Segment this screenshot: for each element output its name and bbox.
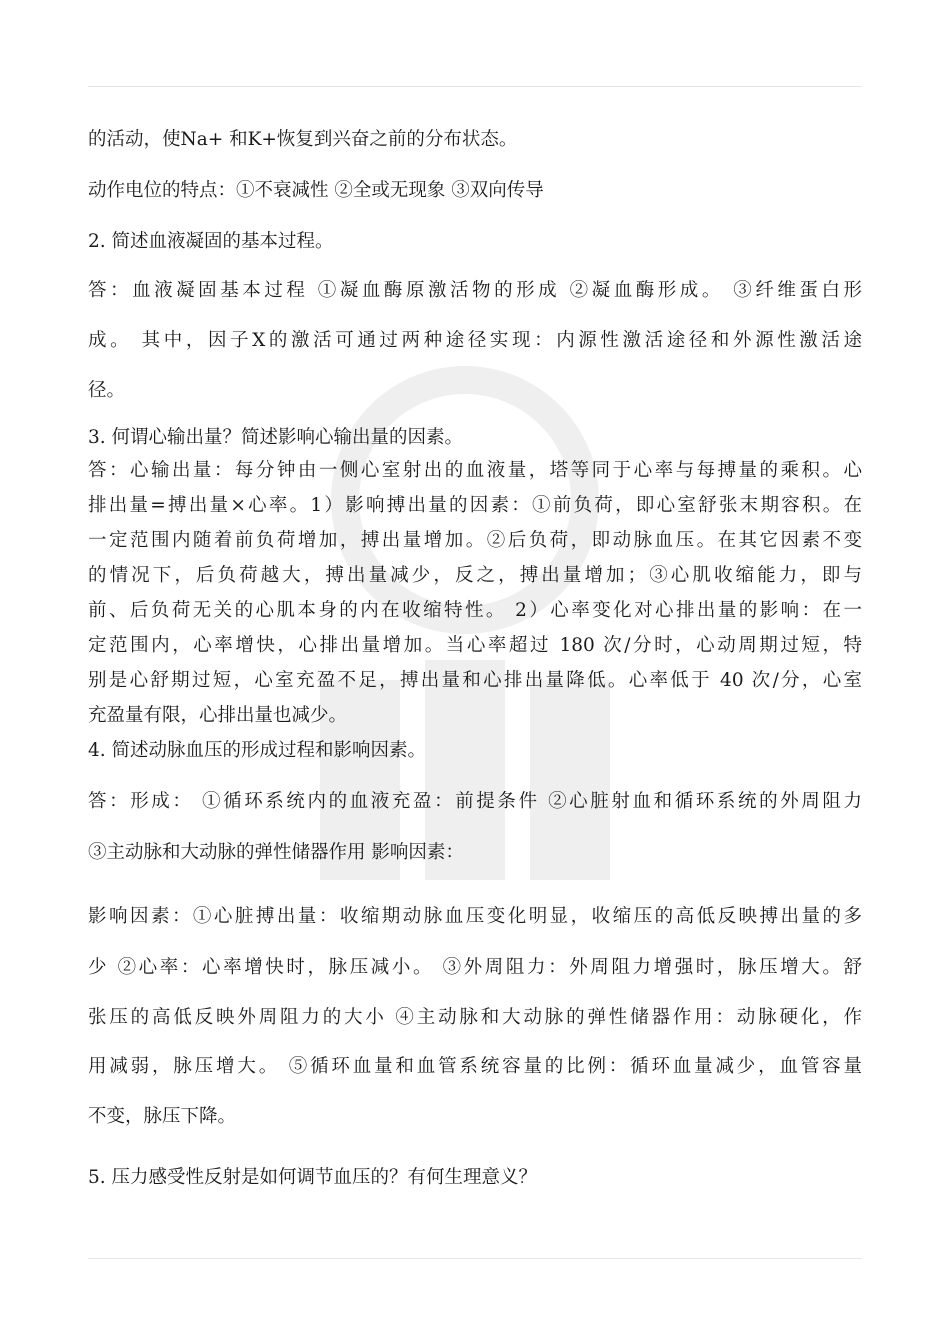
header-rule: [88, 86, 862, 87]
text-line-17: 答：形成： ①循环系统内的血液充盈：前提条件 ②心脏射血和循环系统的外周阻力: [88, 791, 862, 812]
text-line-8: 答：心输出量：每分钟由一侧心室射出的血液量，塔等同于心率与每搏量的乘积。心: [88, 460, 862, 481]
text-line-11: 的情况下，后负荷越大，搏出量减少，反之，搏出量增加；③心肌收缩能力，即与: [88, 565, 862, 586]
text-line-18: ③主动脉和大动脉的弹性储器作用 影响因素：: [88, 842, 464, 863]
text-line-12: 前、后负荷无关的心肌本身的内在收缩特性。 2）心率变化对心排出量的影响：在一: [88, 600, 862, 621]
text-line-5: 成。 其中，因子X的激活可通过两种途径实现：内源性激活途径和外源性激活途: [88, 330, 862, 351]
text-line-9: 排出量=搏出量×心率。1）影响搏出量的因素：①前负荷，即心室舒张末期容积。在: [88, 495, 862, 516]
text-line-4: 答：血液凝固基本过程 ①凝血酶原激活物的形成 ②凝血酶形成。 ③纤维蛋白形: [88, 280, 862, 301]
question-5-heading: 5. 压力感受性反射是如何调节血压的？有何生理意义？: [88, 1167, 538, 1188]
text-line-19: 影响因素：①心脏搏出量：收缩期动脉血压变化明显，收缩压的高低反映搏出量的多: [88, 906, 862, 927]
footer-rule: [88, 1258, 862, 1259]
question-2-heading: 2. 简述血液凝固的基本过程。: [88, 231, 334, 252]
text-line-14: 别是心舒期过短，心室充盈不足，搏出量和心排出量降低。心率低于 40 次/分，心室: [88, 670, 862, 691]
question-3-heading: 3. 何谓心输出量？简述影响心输出量的因素。: [88, 427, 464, 448]
text-line-6: 径。: [88, 380, 126, 401]
text-line-23: 不变，脉压下降。: [88, 1106, 237, 1127]
text-line-10: 一定范围内随着前负荷增加，搏出量增加。②后负荷，即动脉血压。在其它因素不变: [88, 530, 862, 551]
text-line-2: 动作电位的特点：①不衰减性 ②全或无现象 ③双向传导: [88, 180, 544, 201]
text-line-15: 充盈量有限，心排出量也减少。: [88, 705, 348, 726]
text-line-20: 少 ②心率：心率增快时，脉压减小。 ③外周阻力：外周阻力增强时，脉压增大。舒: [88, 957, 862, 978]
text-line-22: 用减弱，脉压增大。 ⑤循环血量和血管系统容量的比例：循环血量减少，血管容量: [88, 1056, 862, 1077]
text-line-13: 定范围内，心率增快，心排出量增加。当心率超过 180 次/分时，心动周期过短，特: [88, 635, 862, 656]
text-line-21: 张压的高低反映外周阻力的大小 ④主动脉和大动脉的弹性储器作用：动脉硬化，作: [88, 1007, 862, 1028]
question-4-heading: 4. 简述动脉血压的形成过程和影响因素。: [88, 740, 427, 761]
text-line-1: 的活动，使Na+ 和K+恢复到兴奋之前的分布状态。: [88, 129, 518, 150]
